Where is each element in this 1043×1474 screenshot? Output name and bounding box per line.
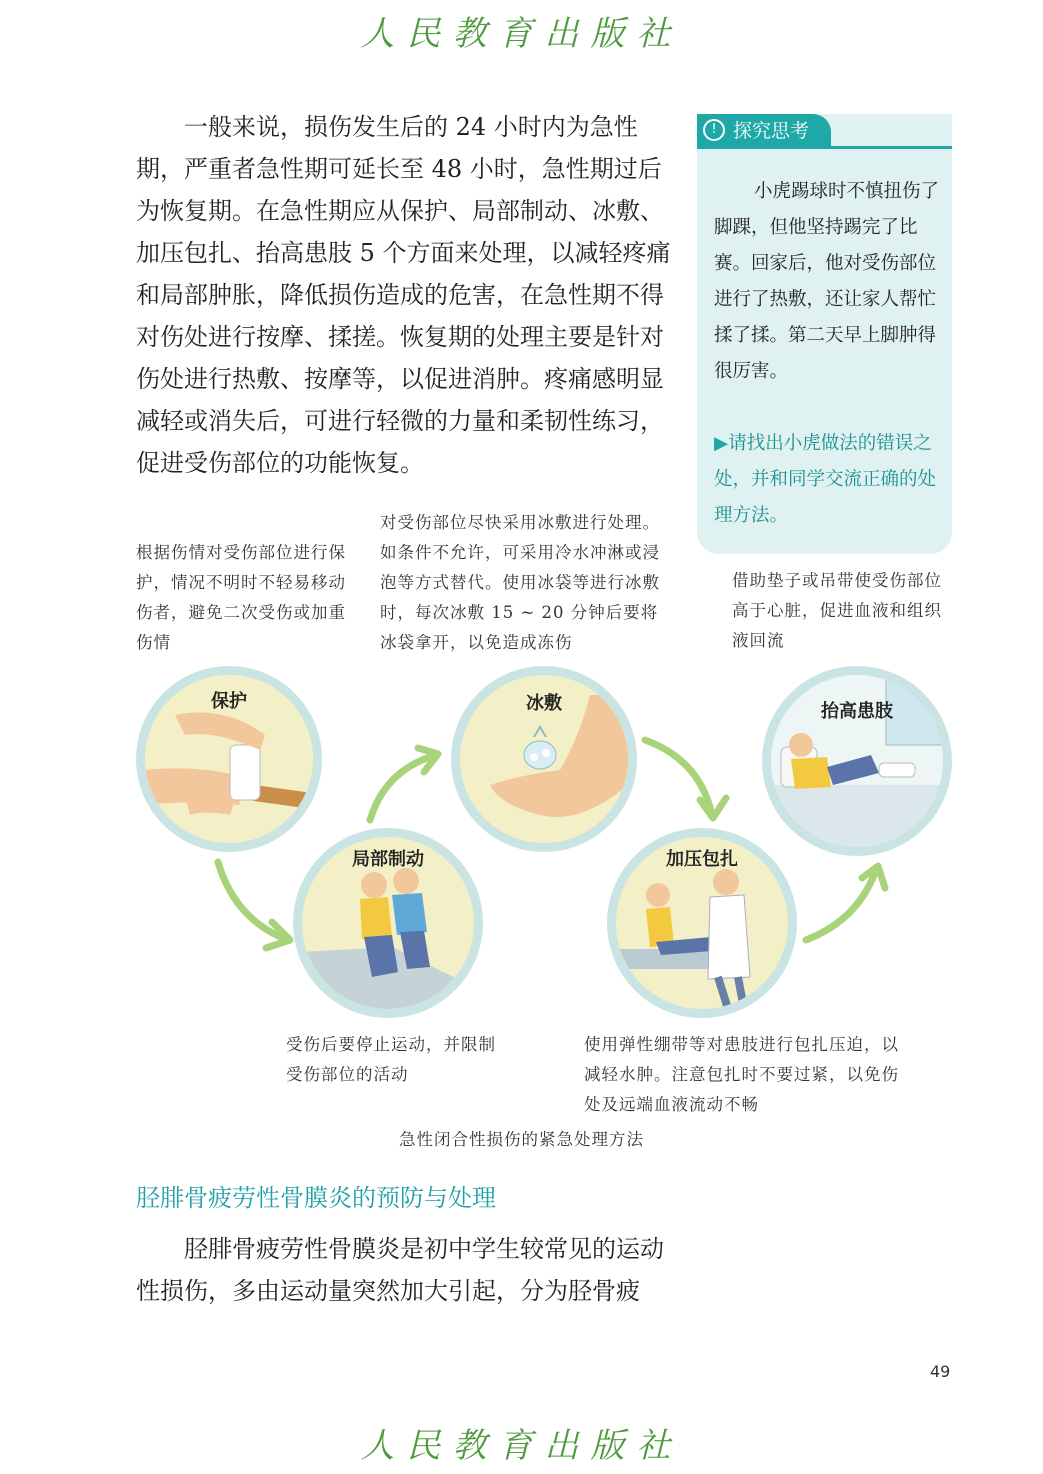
step-circle-compress [607, 828, 797, 1018]
step-label-restrict: 局部制动 [352, 849, 424, 870]
step-label-compress: 加压包扎 [666, 849, 738, 870]
section-title: 胫腓骨疲劳性骨膜炎的预防与处理 [136, 1184, 496, 1212]
step-circle-restrict [293, 828, 483, 1018]
lightbulb-icon: ! [703, 119, 725, 141]
figure-caption: 急性闭合性损伤的紧急处理方法 [399, 1130, 644, 1149]
publisher-logo-bottom: 人民教育出版社 [360, 1426, 683, 1466]
sidebar-prompt-text: 请找出小虎做法的错误之处，并和同学交流正确的处理方法。 [714, 433, 937, 526]
sidebar-scenario: 小虎踢球时不慎扭伤了脚踝，但他坚持踢完了比赛。回家后，他对受伤部位进行了热敷，还让家人帮忙揉了揉。第二天早上脚肿得很厉害。 [714, 181, 940, 382]
step-circle-protect [136, 666, 322, 852]
caption-restrict: 受伤后要停止运动，并限制受伤部位的活动 [286, 1035, 496, 1084]
sidebar-title: 探究思考 [697, 114, 831, 148]
caption-protect: 根据伤情对受伤部位进行保护，情况不明时不轻易移动伤者，避免二次受伤或加重伤情 [136, 543, 346, 652]
caption-compress: 使用弹性绷带等对患肢进行包扎压迫，以减轻水肿。注意包扎时不要过紧，以免伤处及远端血液流动不畅 [584, 1035, 899, 1114]
step-label-ice: 冰敷 [526, 693, 562, 714]
triangle-bullet-icon: ▶ [714, 433, 729, 454]
arrow-compress-to-elevate [806, 870, 876, 940]
step-label-protect: 保护 [211, 691, 247, 712]
section-paragraph: 胫腓骨疲劳性骨膜炎是初中学生较常见的运动性损伤，多由运动量突然加大引起，分为胫骨疲 [136, 1235, 664, 1305]
caption-elevate: 借助垫子或吊带使受伤部位高于心脏，促进血液和组织液回流 [732, 571, 942, 650]
page-number: 49 [930, 1362, 951, 1381]
caption-ice: 对受伤部位尽快采用冰敷进行处理。如条件不允许，可采用冷水冲淋或浸泡等方式替代。使用冰袋等进行冰敷时，每次冰敷 15 ~ 20 分钟后要将冰袋拿开，以免造成冻伤 [380, 513, 660, 652]
step-label-elevate: 抬高患肢 [821, 701, 893, 722]
main-paragraph: 一般来说，损伤发生后的 24 小时内为急性期，严重者急性期可延长至 48 小时，急性期过后为恢复期。在急性期应从保护、局部制动、冰敷、加压包扎、抬高患肢 5 个方面来处理，以减轻疼痛和局部肿胀，降低损伤造成的危害，在急性期不得对伤处进行按摩、揉搓。恢复期的处理主要是针对伤处进行热敷、按摩等，以促进消肿。疼痛感明显减轻或消失后，可进行轻微的力量和柔韧性练习，促进受伤部位的功能恢复。 [136, 113, 671, 477]
publisher-logo-top: 人民教育出版社 [360, 14, 683, 54]
step-circle-elevate [762, 666, 952, 856]
step-circle-ice [451, 666, 637, 852]
